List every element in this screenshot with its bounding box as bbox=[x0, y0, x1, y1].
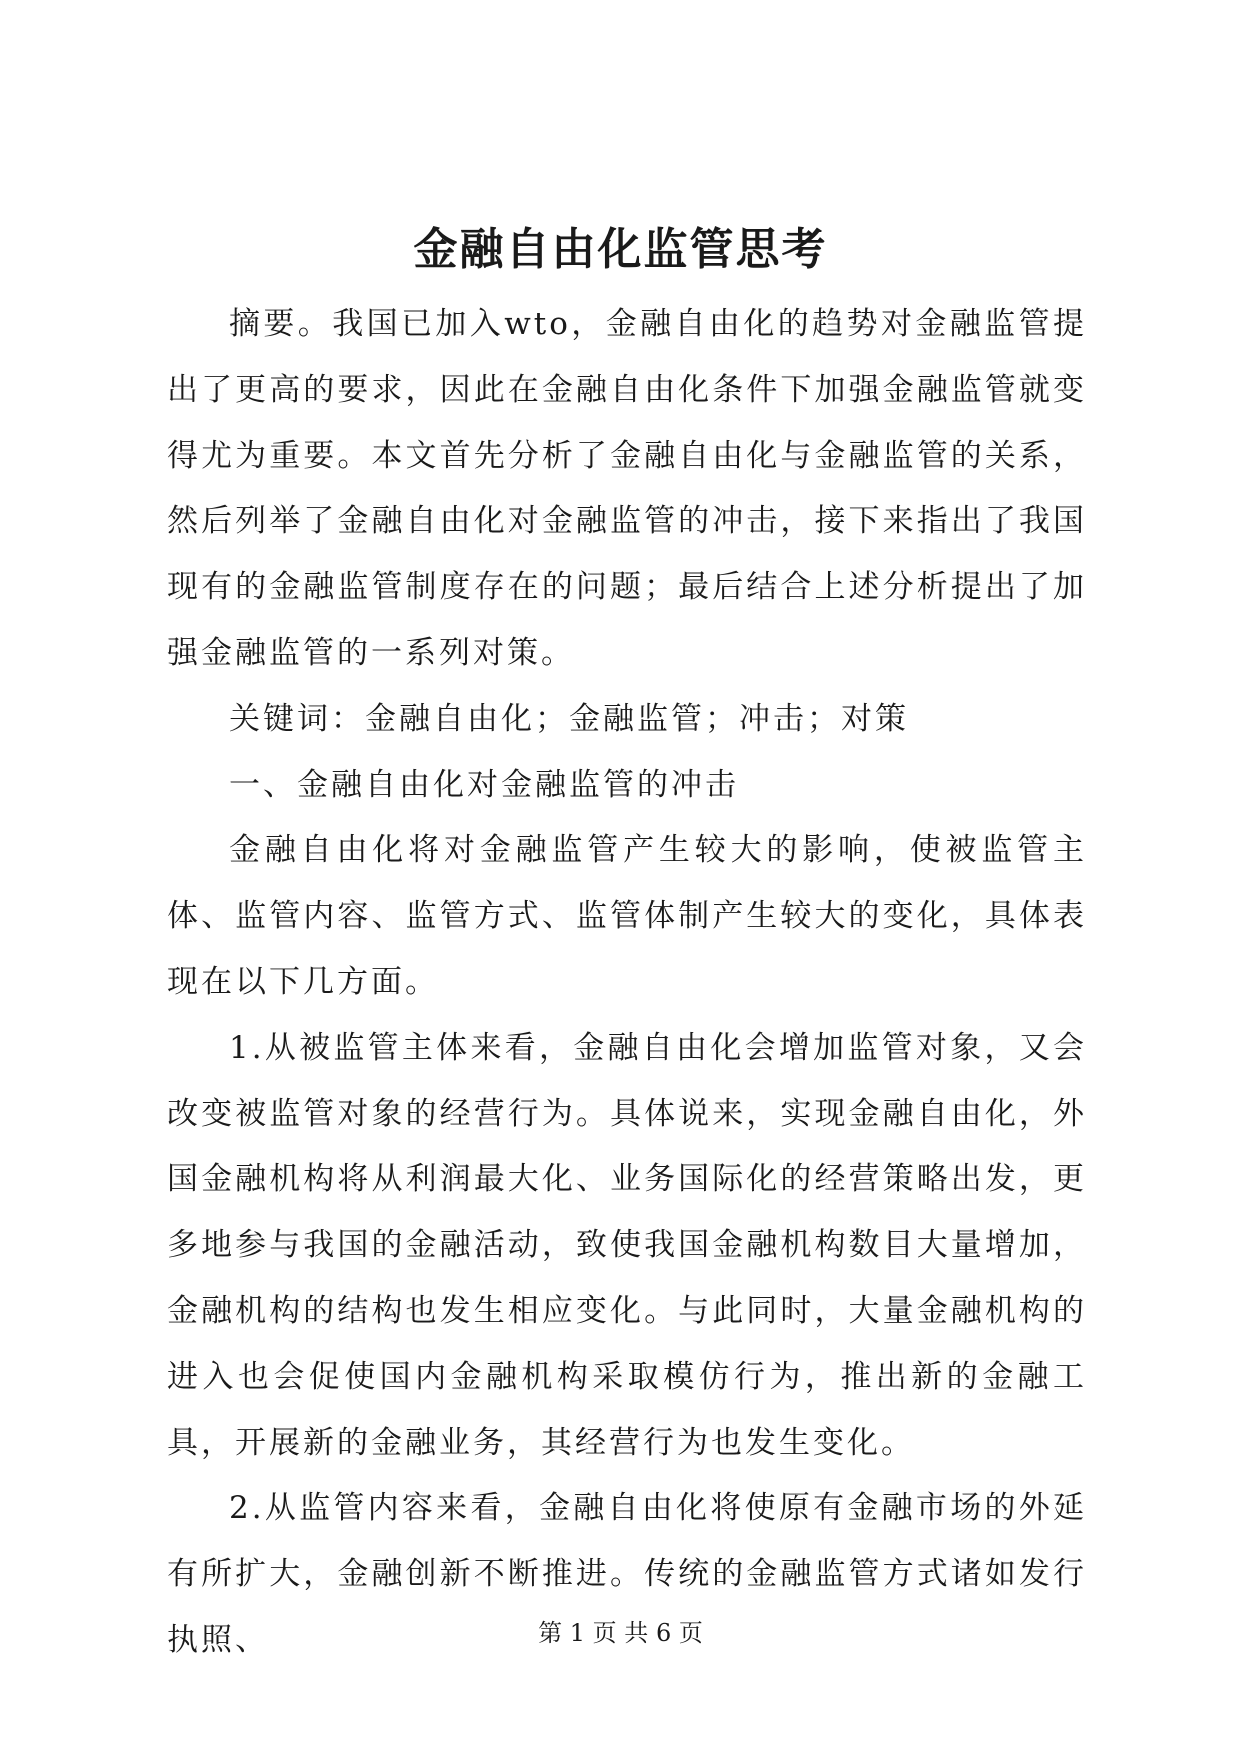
page-number-footer: 第 1 页 共 6 页 bbox=[538, 1619, 703, 1647]
body-paragraph: 2.从监管内容来看，金融自由化将使原有金融市场的外延有所扩大，金融创新不断推进。传统的金融监管方式诸如发行执照、 bbox=[167, 1490, 1087, 1658]
abstract-paragraph: 摘要。我国已加入wto，金融自由化的趋势对金融监管提出了更高的要求，因此在金融自由化条件下加强金融监管就变得尤为重要。本文首先分析了金融自由化与金融监管的关系，然后列举了金融自由化对金融监管的冲击，接下来指出了我国现有的金融监管制度存在的问题；最后结合上述分析提出了加强金融监管的一系列对策。 bbox=[167, 306, 1087, 671]
document-body bbox=[167, 292, 1087, 1674]
body-paragraph: 1.从被监管主体来看，金融自由化会增加监管对象，又会改变被监管对象的经营行为。具体说来，实现金融自由化，外国金融机构将从利润最大化、业务国际化的经营策略出发，更多地参与我国的金融活动，致使我国金融机构数目大量增加，金融机构的结构也发生相应变化。与此同时，大量金融机构的进入也会促使国内金融机构采取模仿行为，推出新的金融工具，开展新的金融业务，其经营行为也发生变化。 bbox=[167, 1029, 1087, 1461]
body-paragraph: 金融自由化将对金融监管产生较大的影响，使被监管主体、监管内容、监管方式、监管体制产生较大的变化，具体表现在以下几方面。 bbox=[167, 832, 1087, 1000]
document-title: 金融自由化监管思考 bbox=[413, 224, 828, 275]
keywords-paragraph: 关键词：金融自由化；金融监管；冲击；对策 bbox=[229, 700, 909, 737]
section-heading: 一、金融自由化对金融监管的冲击 bbox=[229, 766, 739, 803]
